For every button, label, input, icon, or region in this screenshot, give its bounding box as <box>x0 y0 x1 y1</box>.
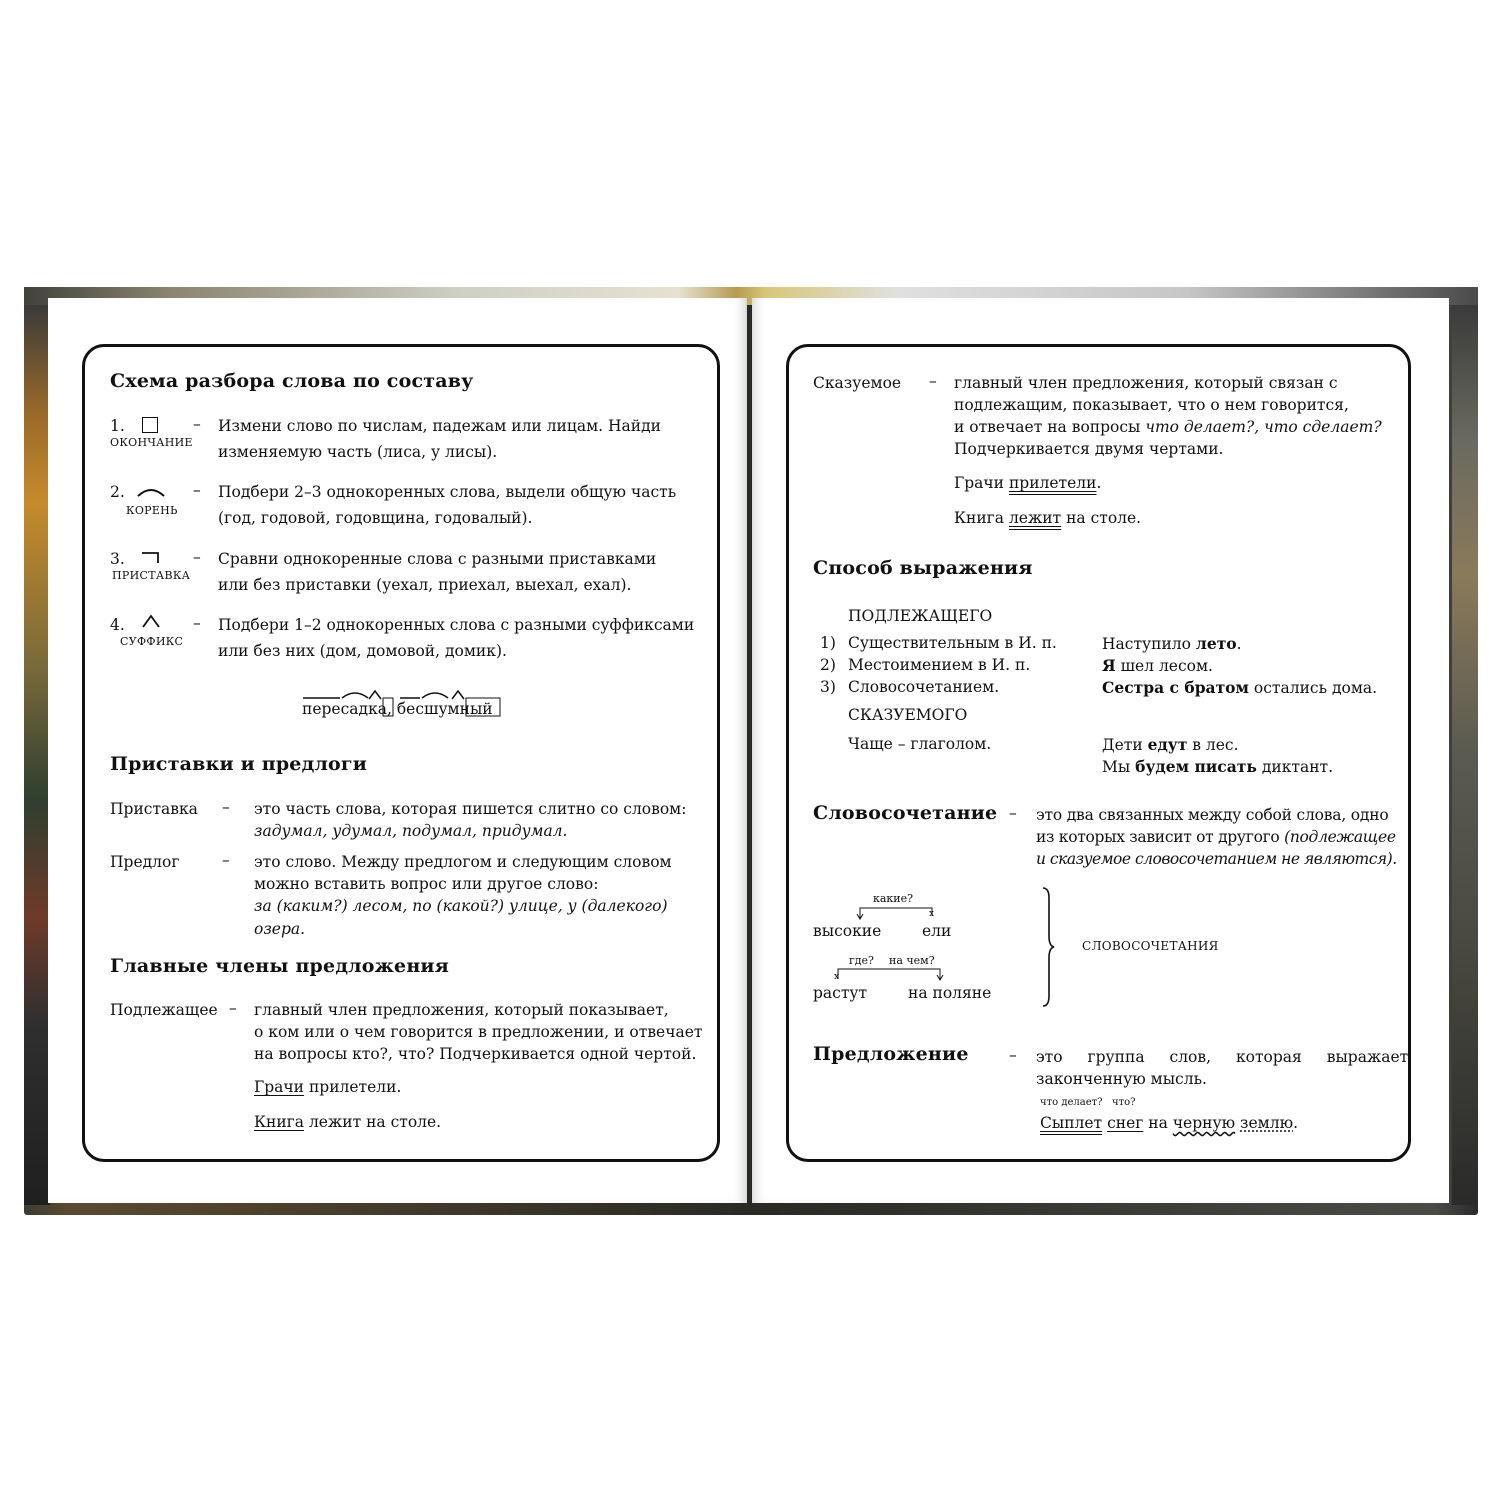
way-text: Существительным в И. п. <box>848 634 1057 652</box>
term-subject: Подлежащее <box>110 1001 218 1019</box>
ending-symbol-icon <box>142 417 158 433</box>
dash: – <box>929 372 937 390</box>
definition-text: на вопросы кто?, что? Подчеркивается одной чертой. <box>254 1045 697 1063</box>
cover-right-edge <box>1452 305 1478 1205</box>
definition-text: это группа слов, которая выражает <box>1036 1048 1409 1066</box>
brace-label: СЛОВОСОЧЕТАНИЯ <box>1082 939 1219 953</box>
step-text: (год, годовой, годовщина, годовалый). <box>218 509 533 527</box>
main-word: ели <box>922 922 952 940</box>
predicate-word: лежит <box>1008 509 1062 527</box>
dependent-word: на поляне <box>908 984 992 1002</box>
predicate-word: Сыплет <box>1040 1114 1103 1132</box>
subheading-predicate: СКАЗУЕМОГО <box>848 706 968 724</box>
section-title-word-structure: Схема разбора слова по составу <box>110 370 474 392</box>
definition-text: и отвечает на вопросы что делает?, что сделает? <box>954 418 1382 436</box>
dash: – <box>193 614 201 632</box>
term-prefix: Приставка <box>110 800 198 818</box>
attribute-word: черную <box>1172 1114 1236 1132</box>
question-label: где? <box>849 954 874 967</box>
step-text: Подбери 1–2 однокоренных слова с разными суффиксами <box>218 616 695 634</box>
dash: – <box>193 481 201 499</box>
step-number: 2. <box>110 483 125 501</box>
cover-left-edge <box>24 305 50 1205</box>
main-word: растут <box>813 984 868 1002</box>
morpheme-marks-icon <box>300 690 505 718</box>
subject-word: Книга <box>254 1113 305 1131</box>
way-example: Мы будем писать диктант. <box>1102 757 1334 776</box>
definition-text: это слово. Между предлогом и следующим словом <box>254 853 672 871</box>
list-number: 1) <box>820 634 836 652</box>
dash: – <box>1009 1046 1017 1064</box>
sentence-example: Сыплет снег на черную землю. <box>1040 1114 1299 1132</box>
question-label: на чем? <box>889 954 935 967</box>
way-text: Словосочетанием. <box>848 678 1000 696</box>
root-symbol-icon <box>136 486 166 498</box>
definition-text: главный член предложения, который связан с <box>954 374 1338 392</box>
main-word-mark: x <box>834 972 840 982</box>
predicate-example-2: Книга лежит на столе. <box>954 509 1142 527</box>
subject-word: снег <box>1107 1114 1144 1132</box>
step-number: 3. <box>110 550 125 568</box>
dependency-arrow-icon <box>856 906 938 920</box>
section-title-main-members: Главные члены предложения <box>110 955 449 977</box>
term-collocation: Словосочетание <box>813 802 998 824</box>
way-example: Сестра с братом остались дома. <box>1102 678 1378 697</box>
way-example: Дети едут в лес. <box>1102 735 1239 754</box>
way-example: Наступило лето. <box>1102 634 1242 653</box>
step-text: Измени слово по числам, падежам или лицам. Найди <box>218 417 661 435</box>
predicate-example-1: Грачи прилетели. <box>954 474 1102 492</box>
dash: – <box>222 798 230 816</box>
step-label-prefix: ПРИСТАВКА <box>112 569 191 582</box>
question-label: какие? <box>873 892 914 905</box>
term-predicate: Сказуемое <box>813 374 902 392</box>
definition-text: о ком или о чем говорится в предложении, и отвечает <box>254 1023 703 1041</box>
curly-brace-icon <box>1040 886 1056 1008</box>
definition-text: главный член предложения, который показывает, <box>254 1001 669 1019</box>
step-text: или без приставки (уехал, приехал, выехал, ехал). <box>218 576 632 594</box>
subheading-subject: ПОДЛЕЖАЩЕГО <box>848 607 993 625</box>
predicate-word: прилетели <box>1008 474 1097 492</box>
definition-text: это часть слова, которая пишется слитно со словом: <box>254 800 687 818</box>
way-text: Местоимением в И. п. <box>848 656 1031 674</box>
dependency-arrow-icon <box>830 966 948 982</box>
dependent-word: высокие <box>813 922 882 940</box>
suffix-symbol-icon <box>142 614 160 628</box>
object-word: землю <box>1240 1114 1294 1132</box>
definition-text: из которых зависит от другого (подлежащее <box>1036 828 1396 846</box>
dash: – <box>229 999 237 1017</box>
term-preposition: Предлог <box>110 853 180 871</box>
word-structure-example: пересадка, бесшумный <box>302 700 493 718</box>
main-word-mark: x <box>929 909 935 919</box>
section-title-expression: Способ выражения <box>813 557 1033 579</box>
step-number: 4. <box>110 616 125 634</box>
dash: – <box>193 548 201 566</box>
definition-text: и сказуемое словосочетанием не являются). <box>1036 850 1397 868</box>
subject-word: Грачи <box>254 1078 305 1096</box>
step-text: или без них (дом, домовой, домик). <box>218 642 507 660</box>
definition-text: Подчеркивается двумя чертами. <box>954 440 1224 458</box>
definition-text: подлежащим, показывает, что о нем говорится, <box>954 396 1349 414</box>
definition-text: законченную мысль. <box>1036 1070 1207 1088</box>
list-number: 2) <box>820 656 836 674</box>
definition-text: это два связанных между собой слова, одно <box>1036 806 1389 824</box>
term-sentence: Предложение <box>813 1043 969 1065</box>
question-label: что? <box>1112 1097 1136 1108</box>
preposition-examples: за (каким?) лесом, по (какой?) улице, у (далекого) озера. <box>254 897 668 938</box>
question-label: что делает? <box>1040 1097 1103 1108</box>
step-text: Подбери 2–3 однокоренных слова, выдели общую часть <box>218 483 677 501</box>
definition-text: можно вставить вопрос или другое слово: <box>254 875 599 893</box>
step-number: 1. <box>110 417 125 435</box>
subject-example-2: Книга лежит на столе. <box>254 1113 442 1131</box>
subject-example-1: Грачи прилетели. <box>254 1078 402 1096</box>
prefix-symbol-icon <box>141 552 161 564</box>
dash: – <box>1009 804 1017 822</box>
dash: – <box>193 415 201 433</box>
way-example: Я шел лесом. <box>1102 656 1213 675</box>
section-title-prefixes: Приставки и предлоги <box>110 753 368 775</box>
way-text: Чаще – глаголом. <box>848 735 992 753</box>
step-label-ending: ОКОНЧАНИЕ <box>110 436 193 449</box>
dash: – <box>222 851 230 869</box>
step-text: Сравни однокоренные слова с разными приставками <box>218 550 657 568</box>
step-text: изменяемую часть (лиса, у лисы). <box>218 443 498 461</box>
step-label-suffix: СУФФИКС <box>120 635 184 648</box>
step-label-root: КОРЕНЬ <box>126 504 178 517</box>
prefix-examples: задумал, удумал, подумал, придумал. <box>254 822 568 840</box>
list-number: 3) <box>820 678 836 696</box>
